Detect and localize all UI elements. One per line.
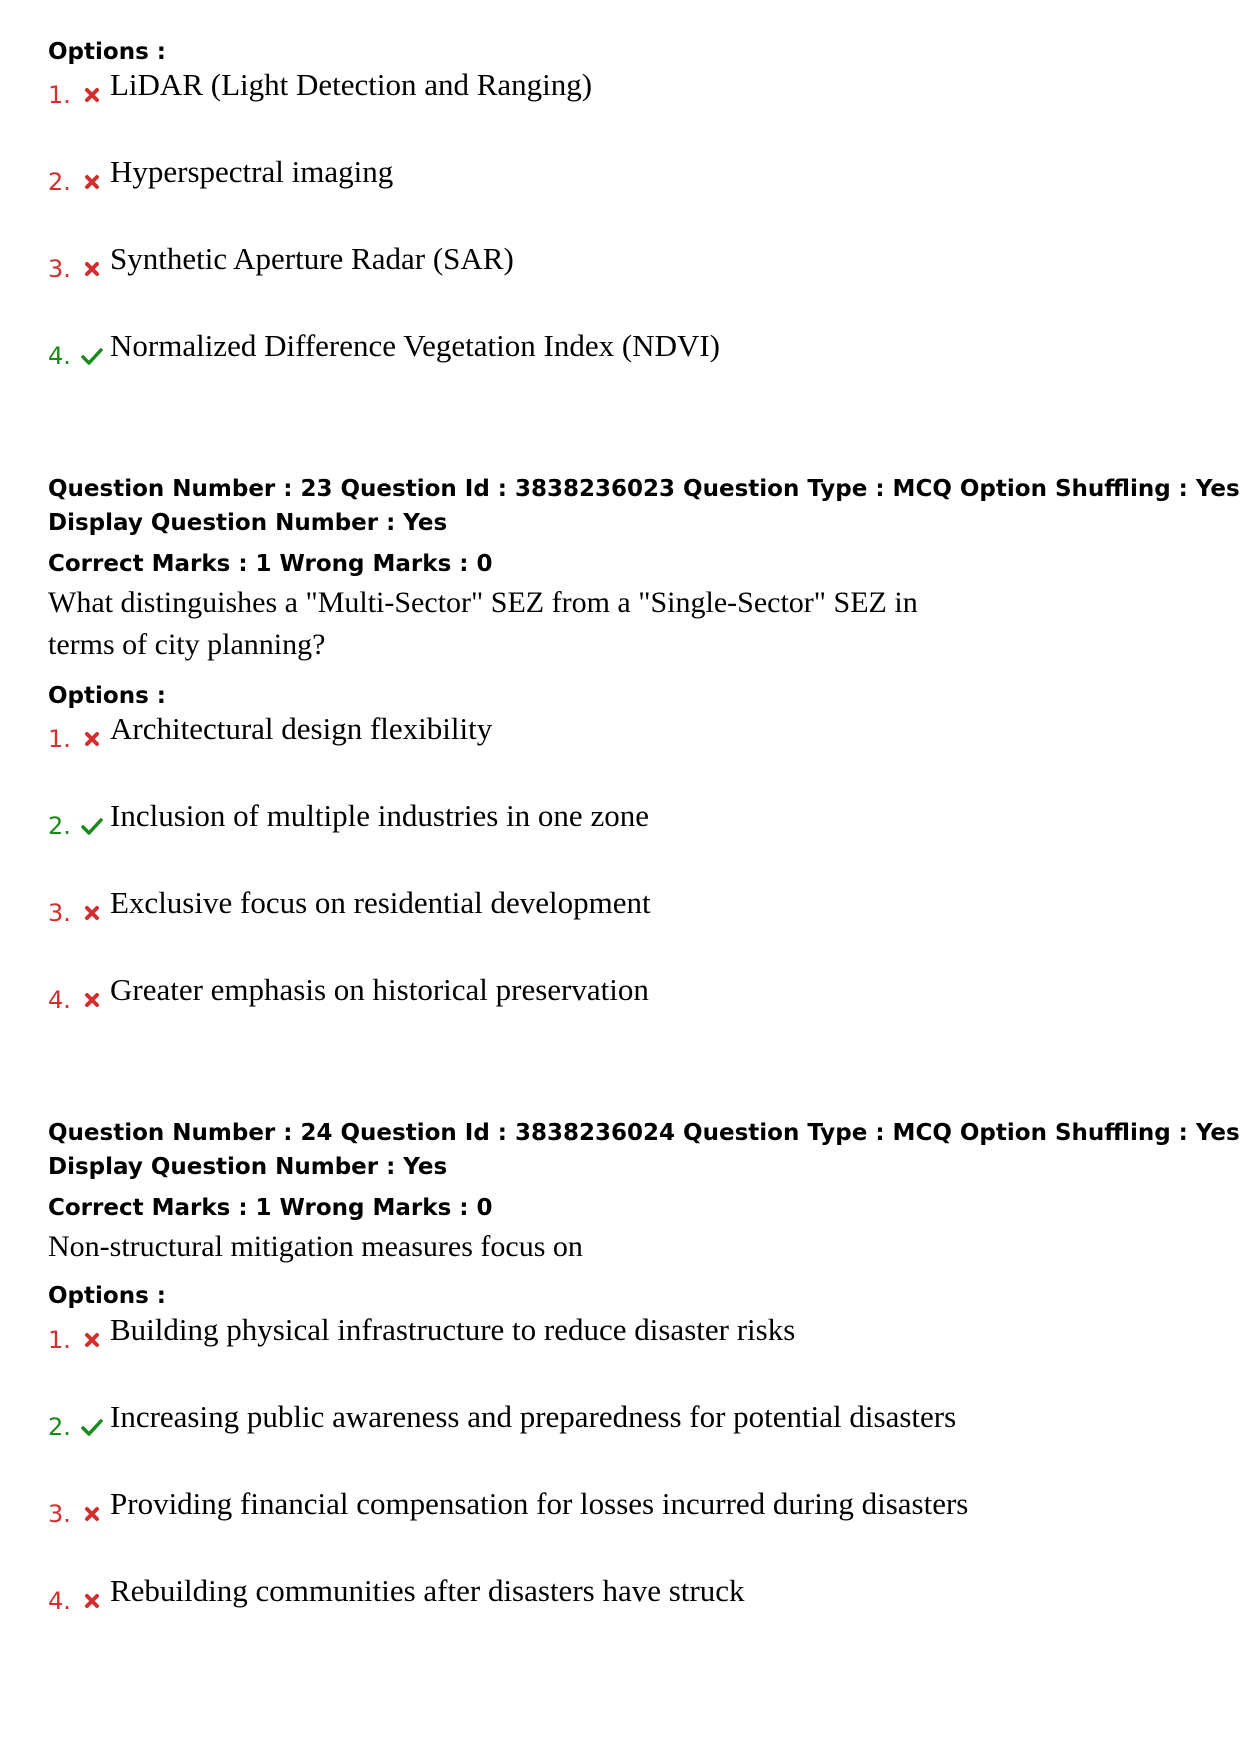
- check-icon: [78, 327, 106, 371]
- option-text: Rebuilding communities after disasters have struck: [110, 1573, 745, 1608]
- option-number: 2.: [48, 168, 71, 196]
- option-number: 2.: [48, 1413, 71, 1441]
- option-text: Synthetic Aperture Radar (SAR): [110, 241, 514, 276]
- cross-icon: [78, 884, 106, 928]
- marks-q23: Correct Marks : 1 Wrong Marks : 0: [48, 551, 493, 577]
- check-icon: [78, 797, 106, 841]
- option-text: Greater emphasis on historical preservation: [110, 972, 649, 1007]
- option-q22-1: [48, 66, 592, 116]
- option-q23-2: [48, 797, 649, 847]
- option-text: Hyperspectral imaging: [110, 154, 394, 189]
- option-q23-3: [48, 884, 651, 934]
- option-number: 1.: [48, 725, 71, 753]
- cross-icon: [78, 153, 106, 197]
- option-number: 4.: [48, 1587, 71, 1615]
- cross-icon: [78, 1311, 106, 1355]
- cross-icon: [78, 1572, 106, 1616]
- options-label-q23: Options :: [48, 683, 166, 709]
- option-text: Providing financial compensation for losses incurred during disasters: [110, 1486, 969, 1521]
- option-text: Exclusive focus on residential development: [110, 885, 651, 920]
- check-icon: [78, 1398, 106, 1442]
- option-q22-4: [48, 327, 720, 377]
- cross-icon: [78, 971, 106, 1015]
- question-header-q24: Question Number : 24 Question Id : 3838236024 Question Type : MCQ Option Shuffling : Yes: [48, 1120, 1240, 1146]
- question-header-q23: Question Number : 23 Question Id : 3838236023 Question Type : MCQ Option Shuffling : Yes: [48, 476, 1240, 502]
- option-text: Normalized Difference Vegetation Index (NDVI): [110, 328, 720, 363]
- option-text: Architectural design flexibility: [110, 711, 493, 746]
- option-text: Increasing public awareness and preparedness for potential disasters: [110, 1399, 957, 1434]
- marks-q24: Correct Marks : 1 Wrong Marks : 0: [48, 1195, 493, 1221]
- cross-icon: [78, 66, 106, 110]
- option-number: 4.: [48, 986, 71, 1014]
- display-number-q23: Display Question Number : Yes: [48, 510, 448, 536]
- cross-icon: [78, 240, 106, 284]
- question-text-q23: What distinguishes a "Multi-Sector" SEZ from a "Single-Sector" SEZ in terms of city planning?: [48, 586, 918, 661]
- option-number: 1.: [48, 81, 71, 109]
- option-q24-3: [48, 1485, 968, 1535]
- options-label-q22: Options :: [48, 39, 166, 65]
- option-number: 3.: [48, 1500, 71, 1528]
- cross-icon: [78, 1485, 106, 1529]
- display-number-q24: Display Question Number : Yes: [48, 1154, 448, 1180]
- option-text: Building physical infrastructure to reduce disaster risks: [110, 1312, 796, 1347]
- option-number: 2.: [48, 812, 71, 840]
- option-q23-4: [48, 971, 649, 1021]
- cross-icon: [78, 710, 106, 754]
- option-number: 4.: [48, 342, 71, 370]
- option-number: 3.: [48, 255, 71, 283]
- option-q24-1: [48, 1311, 795, 1361]
- options-label-q24: Options :: [48, 1283, 166, 1309]
- option-number: 1.: [48, 1326, 71, 1354]
- option-q24-2: [48, 1398, 956, 1448]
- option-text: Inclusion of multiple industries in one zone: [110, 798, 649, 833]
- option-q22-2: [48, 153, 393, 203]
- option-text: LiDAR (Light Detection and Ranging): [110, 67, 593, 102]
- option-number: 3.: [48, 899, 71, 927]
- question-text-q24: Non-structural mitigation measures focus on: [48, 1230, 583, 1263]
- option-q22-3: [48, 240, 514, 290]
- option-q24-4: [48, 1572, 745, 1622]
- option-q23-1: [48, 710, 492, 760]
